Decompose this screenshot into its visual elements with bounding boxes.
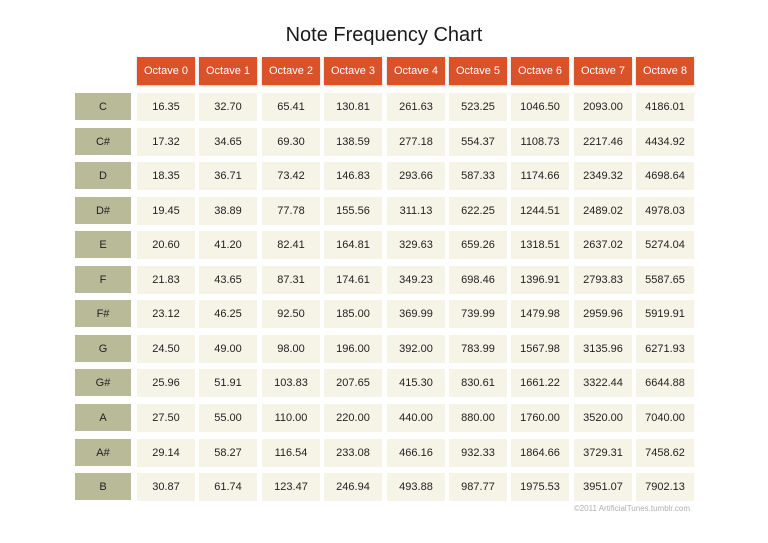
- column-header-octave-3: Octave 3: [324, 57, 382, 85]
- frequency-cell: 4978.03: [636, 197, 694, 225]
- row-label-note: D: [75, 162, 131, 189]
- column-header-octave-0: Octave 0: [137, 57, 195, 85]
- frequency-cell: 16.35: [137, 93, 195, 121]
- frequency-cell: 138.59: [324, 128, 382, 156]
- frequency-cell: 110.00: [262, 404, 320, 432]
- frequency-cell: 87.31: [262, 266, 320, 294]
- frequency-cell: 41.20: [199, 231, 257, 259]
- frequency-cell: 27.50: [137, 404, 195, 432]
- frequency-cell: 98.00: [262, 335, 320, 363]
- frequency-cell: 38.89: [199, 197, 257, 225]
- frequency-cell: 1975.53: [511, 473, 569, 501]
- frequency-cell: 293.66: [387, 162, 445, 190]
- frequency-cell: 5274.04: [636, 231, 694, 259]
- frequency-cell: 61.74: [199, 473, 257, 501]
- row-label-note: B: [75, 473, 131, 500]
- frequency-cell: 2489.02: [574, 197, 632, 225]
- frequency-cell: 17.32: [137, 128, 195, 156]
- frequency-cell: 4434.92: [636, 128, 694, 156]
- frequency-cell: 3135.96: [574, 335, 632, 363]
- frequency-cell: 1661.22: [511, 369, 569, 397]
- frequency-cell: 25.96: [137, 369, 195, 397]
- column-header-octave-1: Octave 1: [199, 57, 257, 85]
- frequency-cell: 123.47: [262, 473, 320, 501]
- chart-title: Note Frequency Chart: [285, 24, 483, 46]
- frequency-cell: 51.91: [199, 369, 257, 397]
- frequency-cell: 3322.44: [574, 369, 632, 397]
- frequency-cell: 1174.66: [511, 162, 569, 190]
- frequency-cell: 7458.62: [636, 439, 694, 467]
- frequency-cell: 146.83: [324, 162, 382, 190]
- frequency-cell: 440.00: [387, 404, 445, 432]
- frequency-cell: 4186.01: [636, 93, 694, 121]
- frequency-cell: 246.94: [324, 473, 382, 501]
- frequency-cell: 130.81: [324, 93, 382, 121]
- frequency-cell: 2959.96: [574, 300, 632, 328]
- frequency-cell: 392.00: [387, 335, 445, 363]
- frequency-cell: 7902.13: [636, 473, 694, 501]
- frequency-cell: 880.00: [449, 404, 507, 432]
- frequency-cell: 34.65: [199, 128, 257, 156]
- row-label-note: A: [75, 404, 131, 431]
- footer-credit: ©2011 ArtificialTunes.tumblr.com: [573, 504, 690, 513]
- frequency-cell: 783.99: [449, 335, 507, 363]
- frequency-cell: 36.71: [199, 162, 257, 190]
- row-label-note: G#: [75, 369, 131, 396]
- frequency-cell: 1479.98: [511, 300, 569, 328]
- frequency-cell: 261.63: [387, 93, 445, 121]
- frequency-cell: 369.99: [387, 300, 445, 328]
- frequency-cell: 18.35: [137, 162, 195, 190]
- frequency-cell: 92.50: [262, 300, 320, 328]
- frequency-cell: 523.25: [449, 93, 507, 121]
- frequency-cell: 659.26: [449, 231, 507, 259]
- frequency-cell: 23.12: [137, 300, 195, 328]
- frequency-cell: 3951.07: [574, 473, 632, 501]
- frequency-cell: 19.45: [137, 197, 195, 225]
- frequency-cell: 155.56: [324, 197, 382, 225]
- frequency-cell: 466.16: [387, 439, 445, 467]
- row-label-note: C#: [75, 128, 131, 155]
- frequency-cell: 830.61: [449, 369, 507, 397]
- frequency-cell: 2349.32: [574, 162, 632, 190]
- frequency-cell: 185.00: [324, 300, 382, 328]
- row-label-note: D#: [75, 197, 131, 224]
- column-header-octave-8: Octave 8: [636, 57, 694, 85]
- frequency-cell: 82.41: [262, 231, 320, 259]
- frequency-cell: 6271.93: [636, 335, 694, 363]
- frequency-cell: 207.65: [324, 369, 382, 397]
- frequency-cell: 554.37: [449, 128, 507, 156]
- frequency-cell: 20.60: [137, 231, 195, 259]
- frequency-cell: 311.13: [387, 197, 445, 225]
- frequency-cell: 2637.02: [574, 231, 632, 259]
- frequency-cell: 739.99: [449, 300, 507, 328]
- frequency-cell: 2793.83: [574, 266, 632, 294]
- frequency-cell: 415.30: [387, 369, 445, 397]
- frequency-cell: 73.42: [262, 162, 320, 190]
- frequency-cell: 6644.88: [636, 369, 694, 397]
- frequency-cell: 174.61: [324, 266, 382, 294]
- frequency-cell: 220.00: [324, 404, 382, 432]
- column-header-octave-4: Octave 4: [387, 57, 445, 85]
- frequency-cell: 58.27: [199, 439, 257, 467]
- frequency-cell: 698.46: [449, 266, 507, 294]
- frequency-cell: 1318.51: [511, 231, 569, 259]
- frequency-cell: 65.41: [262, 93, 320, 121]
- row-label-note: C: [75, 93, 131, 120]
- frequency-cell: 24.50: [137, 335, 195, 363]
- row-label-note: G: [75, 335, 131, 362]
- frequency-cell: 3729.31: [574, 439, 632, 467]
- frequency-cell: 69.30: [262, 128, 320, 156]
- frequency-cell: 49.00: [199, 335, 257, 363]
- column-header-octave-6: Octave 6: [511, 57, 569, 85]
- frequency-cell: 164.81: [324, 231, 382, 259]
- column-header-octave-2: Octave 2: [262, 57, 320, 85]
- frequency-cell: 2217.46: [574, 128, 632, 156]
- row-label-note: F: [75, 266, 131, 293]
- frequency-cell: 3520.00: [574, 404, 632, 432]
- frequency-cell: 32.70: [199, 93, 257, 121]
- frequency-cell: 1760.00: [511, 404, 569, 432]
- frequency-cell: 1864.66: [511, 439, 569, 467]
- frequency-cell: 4698.64: [636, 162, 694, 190]
- column-header-octave-5: Octave 5: [449, 57, 507, 85]
- frequency-cell: 30.87: [137, 473, 195, 501]
- frequency-cell: 5587.65: [636, 266, 694, 294]
- frequency-cell: 587.33: [449, 162, 507, 190]
- frequency-cell: 233.08: [324, 439, 382, 467]
- frequency-cell: 1046.50: [511, 93, 569, 121]
- frequency-cell: 29.14: [137, 439, 195, 467]
- row-label-note: F#: [75, 300, 131, 327]
- frequency-cell: 77.78: [262, 197, 320, 225]
- row-label-note: E: [75, 231, 131, 258]
- frequency-cell: 1108.73: [511, 128, 569, 156]
- frequency-cell: 1396.91: [511, 266, 569, 294]
- frequency-cell: 7040.00: [636, 404, 694, 432]
- frequency-cell: 493.88: [387, 473, 445, 501]
- frequency-cell: 1244.51: [511, 197, 569, 225]
- frequency-cell: 5919.91: [636, 300, 694, 328]
- frequency-cell: 2093.00: [574, 93, 632, 121]
- frequency-cell: 103.83: [262, 369, 320, 397]
- frequency-cell: 55.00: [199, 404, 257, 432]
- frequency-cell: 1567.98: [511, 335, 569, 363]
- row-label-note: A#: [75, 439, 131, 466]
- frequency-cell: 116.54: [262, 439, 320, 467]
- frequency-cell: 622.25: [449, 197, 507, 225]
- frequency-cell: 932.33: [449, 439, 507, 467]
- frequency-cell: 46.25: [199, 300, 257, 328]
- frequency-cell: 987.77: [449, 473, 507, 501]
- column-header-octave-7: Octave 7: [574, 57, 632, 85]
- frequency-cell: 349.23: [387, 266, 445, 294]
- frequency-cell: 277.18: [387, 128, 445, 156]
- frequency-cell: 21.83: [137, 266, 195, 294]
- frequency-cell: 329.63: [387, 231, 445, 259]
- frequency-cell: 196.00: [324, 335, 382, 363]
- frequency-cell: 43.65: [199, 266, 257, 294]
